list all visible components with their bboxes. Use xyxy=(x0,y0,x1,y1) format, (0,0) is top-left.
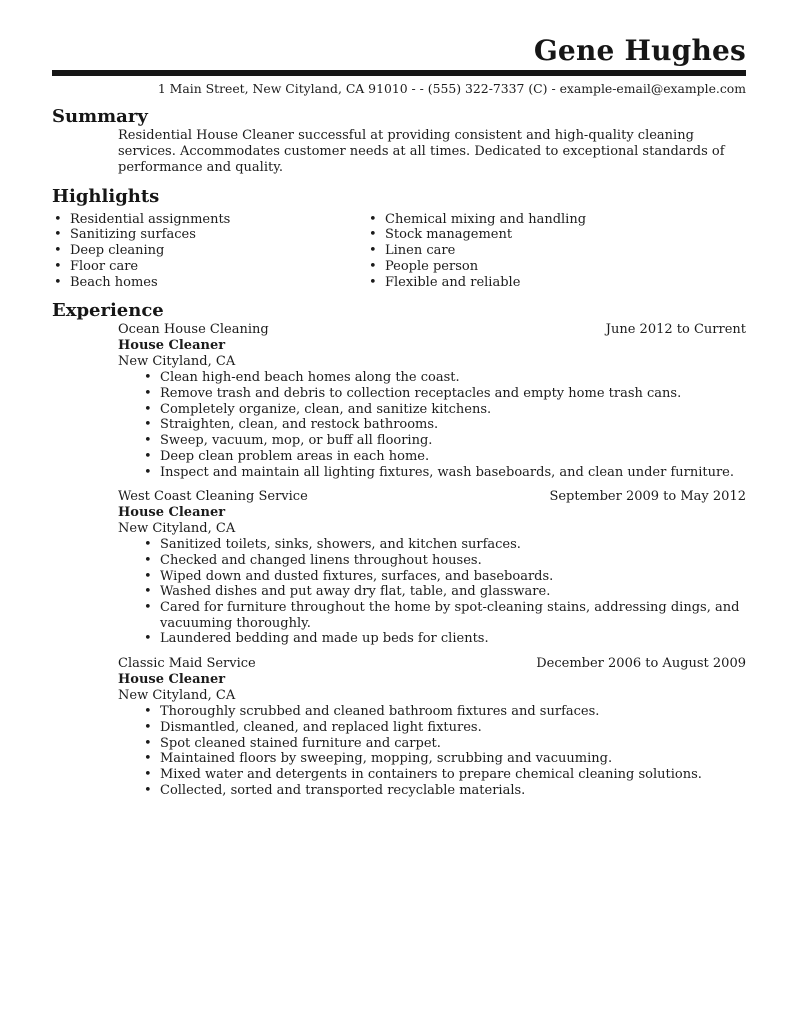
highlights-section xyxy=(52,187,746,291)
bullet-item: • Checked and changed linens throughout houses. xyxy=(142,553,746,569)
summary-section xyxy=(52,107,746,175)
bullet-item: • Maintained floors by sweeping, mopping, scrubbing and vacuuming. xyxy=(142,751,746,767)
job-dates: June 2012 to Current xyxy=(605,322,746,338)
bullet-item: • Flexible and reliable xyxy=(367,275,746,291)
bullet-item: • Straighten, clean, and restock bathrooms. xyxy=(142,417,746,433)
job-duties-list xyxy=(142,537,746,647)
job-entry-ocean-house-cleaning xyxy=(52,322,746,480)
job-entry-west-coast-cleaning-service xyxy=(52,489,746,647)
job-header-row xyxy=(118,656,746,672)
bullet-item: • Sanitized toilets, sinks, showers, and kitchen surfaces. xyxy=(142,537,746,553)
summary-heading: Summary xyxy=(52,106,148,128)
resume-header xyxy=(52,36,746,96)
company-name: West Coast Cleaning Service xyxy=(118,489,308,505)
bullet-item: • Laundered bedding and made up beds for clients. xyxy=(142,631,746,647)
bullet-item: • Cared for furniture throughout the home by spot-cleaning stains, addressing dings, and vacuuming thoroughly. xyxy=(142,600,746,631)
experience-heading: Experience xyxy=(52,300,164,322)
job-dates: September 2009 to May 2012 xyxy=(549,489,746,505)
person-name: Gene Hughes xyxy=(533,34,746,67)
bullet-item: • Clean high-end beach homes along the coast. xyxy=(142,370,746,386)
bullet-item: • Deep clean problem areas in each home. xyxy=(142,449,746,465)
bullet-item: • Beach homes xyxy=(52,275,367,291)
job-header-row xyxy=(118,489,746,505)
highlights-column-1 xyxy=(52,212,367,291)
company-name: Classic Maid Service xyxy=(118,656,256,672)
bullet-item: • Wiped down and dusted fixtures, surfaces, and baseboards. xyxy=(142,569,746,585)
bullet-item: • Linen care xyxy=(367,243,746,259)
header-divider xyxy=(52,70,746,76)
bullet-item: • Residential assignments xyxy=(52,212,367,228)
highlights-heading: Highlights xyxy=(52,185,160,207)
bullet-item: • Deep cleaning xyxy=(52,243,367,259)
job-location: New Cityland, CA xyxy=(118,521,236,537)
bullet-item: • Washed dishes and put away dry flat, table, and glassware. xyxy=(142,584,746,600)
bullet-item: • Collected, sorted and transported recyclable materials. xyxy=(142,783,746,799)
contact-info: 1 Main Street, New Cityland, CA 91010 - - (555) 322-7337 (C) - example-email@example.com xyxy=(157,81,746,97)
bullet-item: • Sweep, vacuum, mop, or buff all flooring. xyxy=(142,433,746,449)
company-name: Ocean House Cleaning xyxy=(118,322,269,338)
job-entry-classic-maid-service xyxy=(52,656,746,798)
job-location: New Cityland, CA xyxy=(118,688,236,704)
job-duties-list xyxy=(142,370,746,480)
bullet-item: • Completely organize, clean, and sanitize kitchens. xyxy=(142,402,746,418)
bullet-item: • Remove trash and debris to collection receptacles and empty home trash cans. xyxy=(142,386,746,402)
highlights-columns xyxy=(52,212,746,291)
job-title: House Cleaner xyxy=(118,672,226,688)
experience-section xyxy=(52,301,746,798)
job-location: New Cityland, CA xyxy=(118,354,236,370)
job-title: House Cleaner xyxy=(118,505,226,521)
job-header-row xyxy=(118,322,746,338)
bullet-item: • Thoroughly scrubbed and cleaned bathroom fixtures and surfaces. xyxy=(142,704,746,720)
bullet-item: • Chemical mixing and handling xyxy=(367,212,746,228)
summary-text: Residential House Cleaner successful at providing consistent and high-quality cleaning services. Accommodates customer needs at all times. Dedicated to exceptional standards of performance and quality. xyxy=(118,128,725,175)
job-dates: December 2006 to August 2009 xyxy=(536,656,746,672)
bullet-item: • Spot cleaned stained furniture and carpet. xyxy=(142,736,746,752)
highlights-column-2 xyxy=(367,212,746,291)
bullet-item: • People person xyxy=(367,259,746,275)
bullet-item: • Mixed water and detergents in containers to prepare chemical cleaning solutions. xyxy=(142,767,746,783)
job-title: House Cleaner xyxy=(118,338,226,354)
bullet-item: • Stock management xyxy=(367,227,746,243)
bullet-item: • Dismantled, cleaned, and replaced light fixtures. xyxy=(142,720,746,736)
bullet-item: • Floor care xyxy=(52,259,367,275)
bullet-item: • Sanitizing surfaces xyxy=(52,227,367,243)
job-duties-list xyxy=(142,704,746,798)
bullet-item: • Inspect and maintain all lighting fixtures, wash baseboards, and clean under furniture. xyxy=(142,465,746,481)
